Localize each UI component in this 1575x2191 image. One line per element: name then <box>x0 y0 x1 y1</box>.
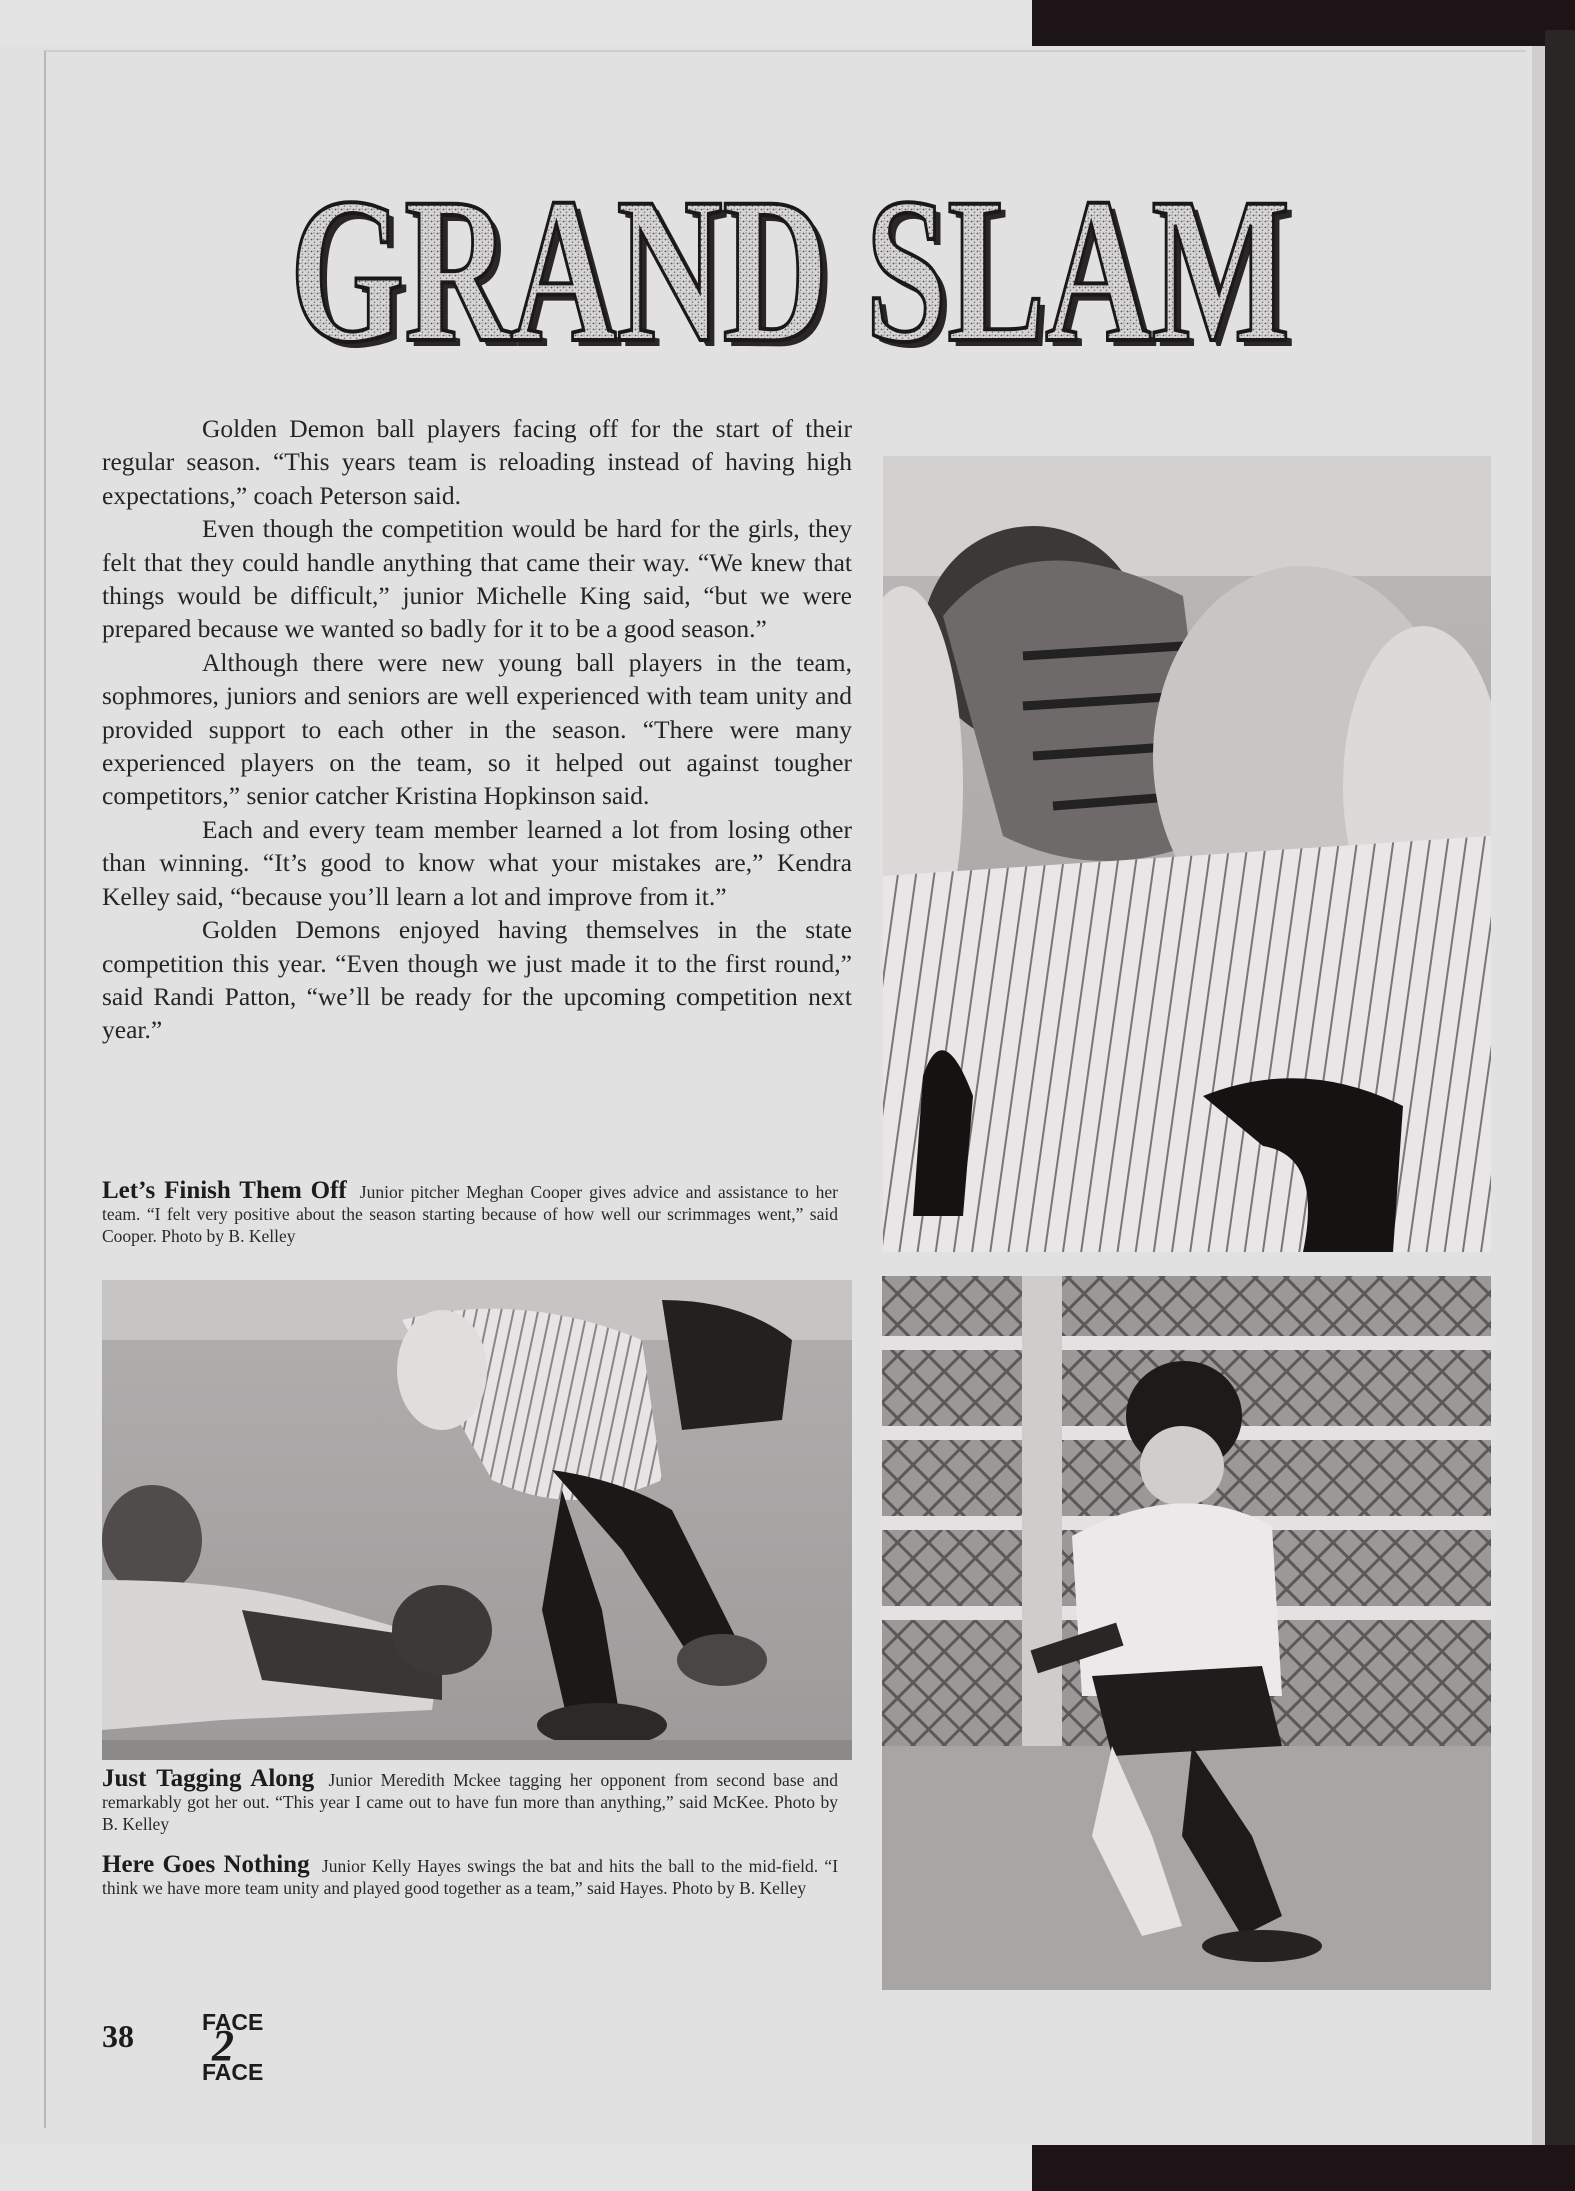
scan-bottom-border <box>0 2145 1575 2191</box>
face-2-face-logo <box>200 2006 280 2084</box>
base-tag-photo <box>102 1280 852 1760</box>
caption-headline: Just Tagging Along <box>102 1765 315 1792</box>
team-huddle-photo <box>883 456 1491 1252</box>
paragraph: Golden Demon ball players facing off for the start of their regular season. “This years team is reloading instead of having high expectations,” coach Peterson said. <box>102 414 852 510</box>
paragraph: Even though the competition would be hard for the girls, they felt that they could handle anything that came their way. “We knew that things would be difficult,” junior Michelle King said, “but we were prepared because we wanted so badly for it to be a good season.” <box>102 514 852 644</box>
article-body <box>102 412 852 1047</box>
photo-caption <box>102 1177 838 1247</box>
caption-text: Junior pitcher Meghan Cooper gives advice and assistance to her team. “I felt very positive about the season starting because of how well our scrimmages went,” said Cooper. Photo by B. Kelley <box>102 1182 838 1246</box>
photo-caption <box>102 1851 839 1899</box>
caption-text: Junior Kelly Hayes swings the bat and hits the ball to the mid-field. “I think we have more team unity and played good together as a team,” said Hayes. Photo by B. Kelley <box>102 1856 839 1898</box>
photo-caption <box>102 1765 839 1835</box>
page-title <box>280 130 1300 380</box>
logo-bottom: FACE <box>202 2059 264 2084</box>
scan-top-border <box>0 0 1575 46</box>
page-edge <box>1532 46 1545 2145</box>
caption-headline: Here Goes Nothing <box>102 1851 310 1878</box>
page-number: 38 <box>102 2018 134 2054</box>
title-shadow: GRAND SLAM <box>296 161 1296 380</box>
batter-running-photo <box>882 1276 1491 1990</box>
caption-text: Junior Meredith Mckee tagging her opponent from second base and remarkably got her out. “This year I came out to have fun more than anything,” said McKee. Photo by B. Kelley <box>102 1770 839 1834</box>
logo-mid: 2 <box>212 2021 234 2070</box>
logo-top: FACE <box>202 2009 264 2035</box>
paragraph: Although there were new young ball players in the team, sophmores, juniors and seniors are well experienced with team unity and provided support to each other in the season. “There were many experienced players on the team, so it helped out against tougher competitors,” senior catcher Kristina Hopkinson said. <box>102 647 852 811</box>
paragraph: Each and every team member learned a lot from losing other than winning. “It’s good to know what your mistakes are,” Kendra Kelley said, “because you’ll learn a lot and improve from it.” <box>102 814 852 911</box>
caption-headline: Let’s Finish Them Off <box>102 1177 347 1204</box>
book-spine <box>1545 30 1575 2160</box>
paragraph: Golden Demons enjoyed having themselves in the state competition this year. “Even though we just made it to the first round,” said Randi Patton, “we’ll be ready for the upcoming competition next year.” <box>102 915 852 1045</box>
title-text: GRAND SLAM <box>290 155 1290 380</box>
